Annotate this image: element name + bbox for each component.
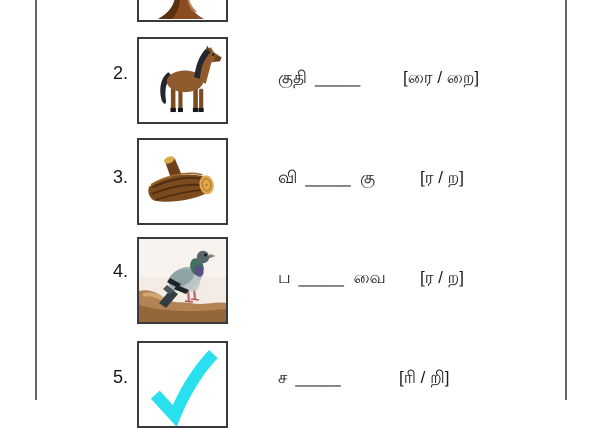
options-bracket: [ர / ற]	[420, 268, 464, 287]
image-box-pigeon	[137, 237, 228, 324]
question-text	[278, 66, 360, 89]
word-before: ப	[278, 268, 291, 287]
image-box-checkmark	[137, 341, 228, 428]
checkmark-icon	[139, 343, 226, 426]
options-bracket: [ரி / றி]	[399, 368, 450, 387]
word-after: வை	[353, 268, 386, 287]
word-before: ச	[278, 368, 288, 387]
tree-trunk-image	[139, 0, 226, 20]
item-number: 5.	[112, 367, 128, 387]
page-border-left	[35, 0, 37, 400]
pigeon-image	[139, 239, 226, 322]
item-number: 3.	[112, 167, 128, 187]
log-image	[139, 140, 226, 223]
item-number: 4.	[112, 261, 128, 281]
horse-image	[139, 39, 226, 122]
question-text	[278, 166, 375, 189]
options-bracket: [ரை / றை]	[403, 68, 480, 87]
word-before: வி	[278, 168, 298, 187]
word-before: குதி	[278, 68, 307, 87]
question-text	[278, 366, 340, 389]
image-box-horse	[137, 37, 228, 124]
item-number: 2.	[112, 63, 128, 83]
page-border-right	[565, 0, 567, 400]
fill-blank: _____	[305, 168, 351, 187]
image-box-tree	[137, 0, 228, 22]
word-after: கு	[360, 168, 376, 187]
question-text	[278, 266, 386, 289]
image-box-log	[137, 138, 228, 225]
fill-blank: _____	[314, 68, 360, 87]
options-bracket: [ர / ற]	[420, 168, 464, 187]
fill-blank: _____	[298, 268, 344, 287]
fill-blank: _____	[295, 368, 341, 387]
